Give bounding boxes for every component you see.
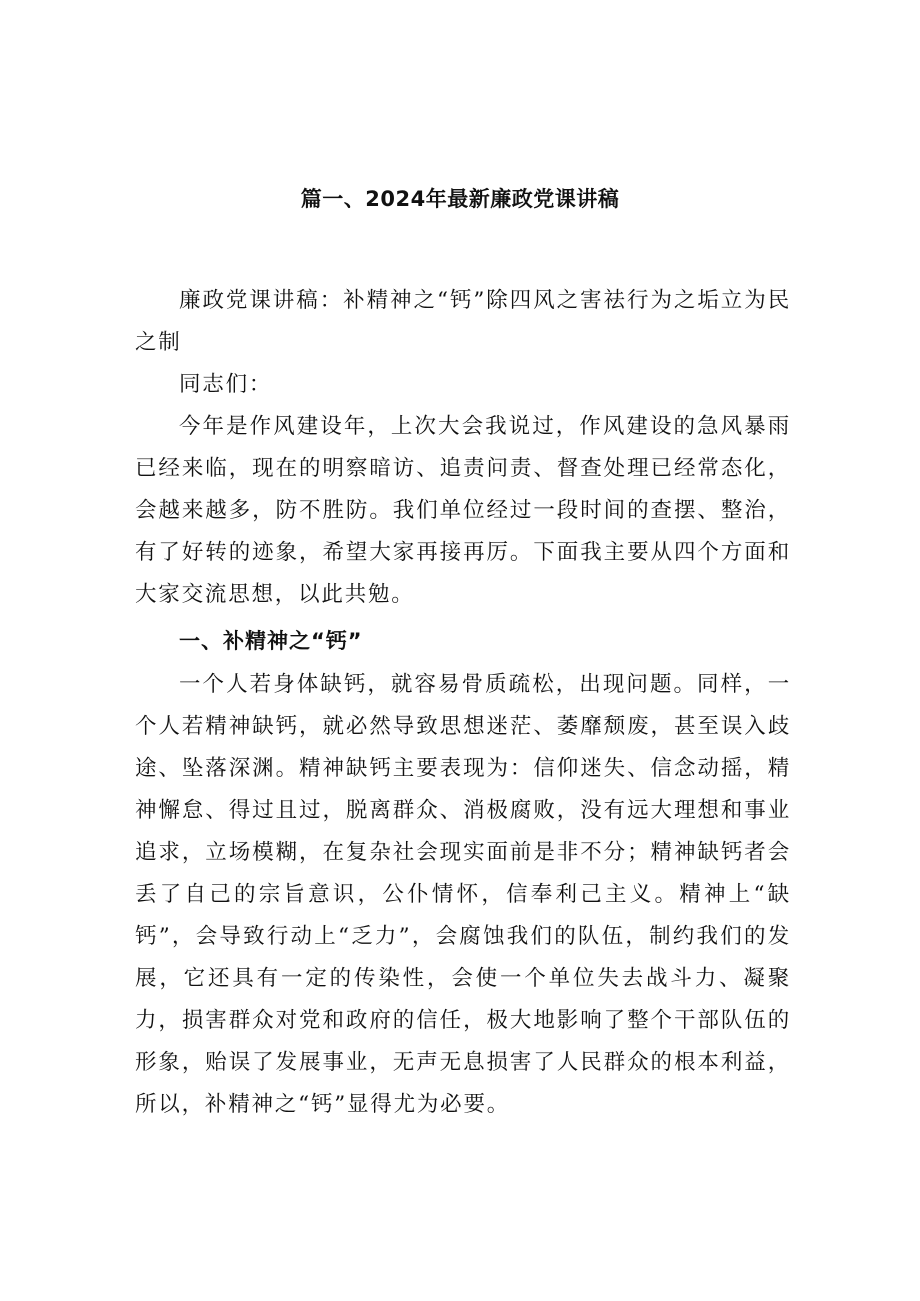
salutation: 同志们： xyxy=(179,372,273,397)
intro-paragraph: 今年是作风建设年，上次大会我说过，作风建设的急风暴雨已经来临，现在的明察暗访、追责问责、督查处理已经常态化，会越来越多，防不胜防。我们单位经过一段时间的查摆、整治，有了好转的迹象，希望大家再接再厉。下面我主要从四个方面和大家交流思想，以此共勉。 xyxy=(135,414,791,607)
section-1-paragraph: 一个人若身体缺钙，就容易骨质疏松，出现问题。同样，一个人若精神缺钙，就必然导致思想迷茫、萎靡颓废，甚至误入歧途、坠落深渊。精神缺钙主要表现为：信仰迷失、信念动摇，精神懈怠、得过且过，脱离群众、消极腐败，没有远大理想和事业追求，立场模糊，在复杂社会现实面前是非不分；精神缺钙者会丢了自己的宗旨意识，公仆情怀，信奉利己主义。精神上“缺钙”，会导致行动上“乏力”，会腐蚀我们的队伍，制约我们的发展，它还具有一定的传染性，会使一个单位失去战斗力、凝聚力，损害群众对党和政府的信任，极大地影响了整个干部队伍的形象，贻误了发展事业，无声无息损害了人民群众的根本利益，所以，补精神之“钙”显得尤为必要。 xyxy=(135,672,791,1117)
document-body xyxy=(135,280,791,1126)
lecture-subtitle: 廉政党课讲稿：补精神之“钙”除四风之害祛行为之垢立为民之制 xyxy=(135,288,791,355)
section-heading-1: 一、补精神之“钙” xyxy=(179,629,363,653)
document-title: 篇一、2024年最新廉政党课讲稿 xyxy=(300,187,620,211)
